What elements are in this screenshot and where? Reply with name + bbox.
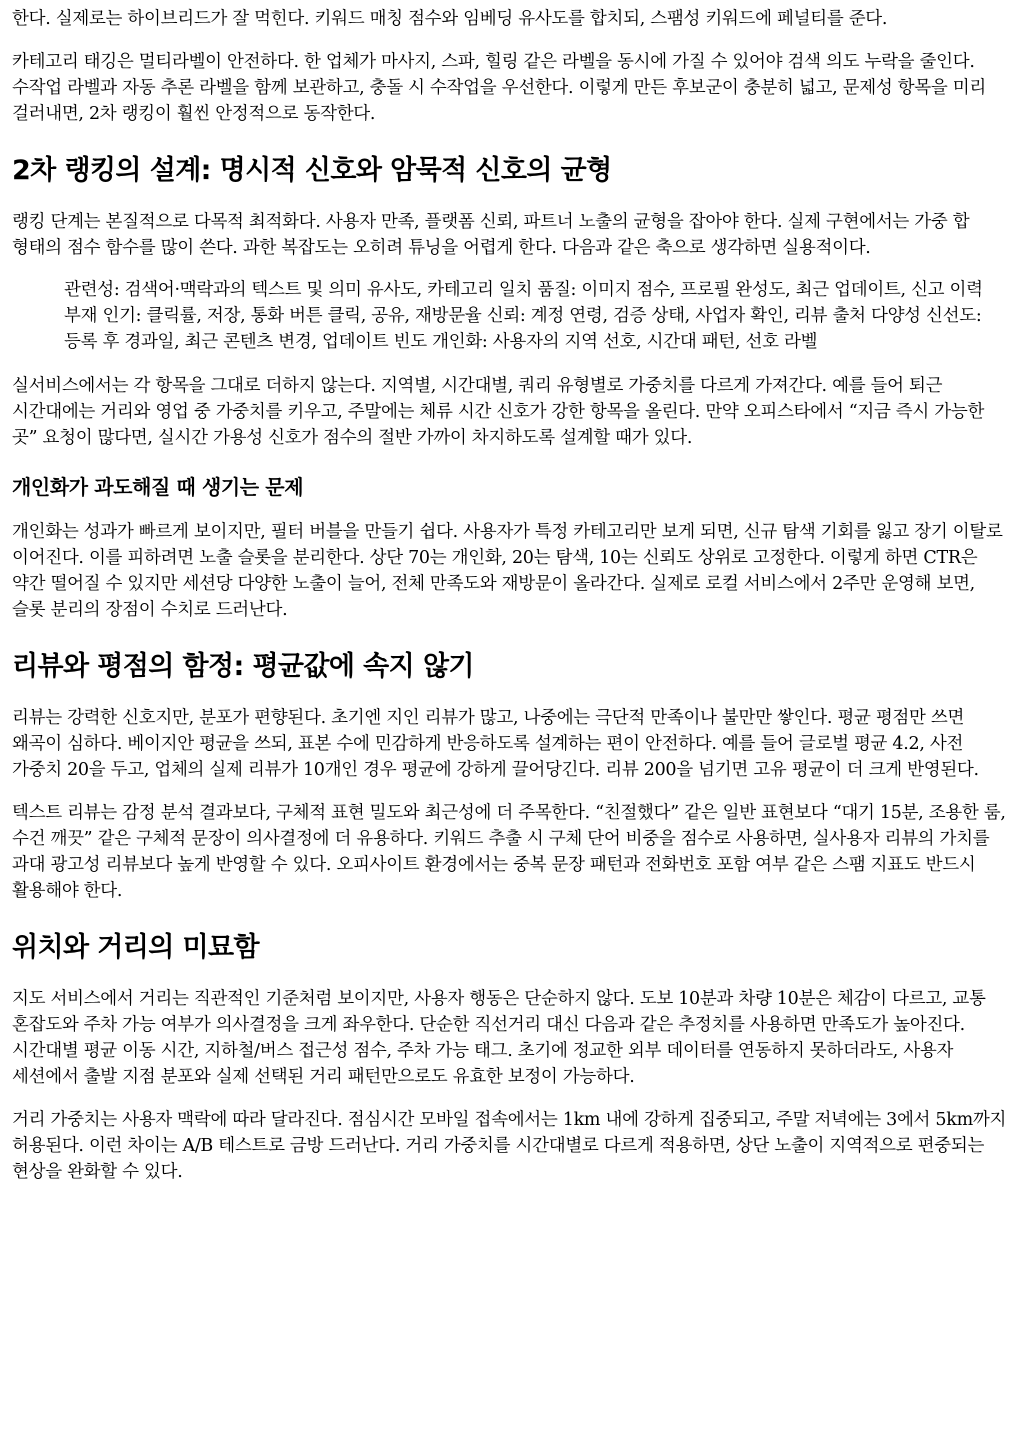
location-paragraph-2: 거리 가중치는 사용자 맥락에 따라 달라진다. 점심시간 모바일 접속에서는 1km 내에 강하게 집중되고, 주말 저녁에는 3에서 5km까지 허용된다. 이런 차이는 A/B 테스트로 금방 드러난다. 거리 가중치를 시간대별로 다르게 적용하면, 상단 노출이 지역적으로 편중되는 현상을 완화할 수 있다. <box>12 1110 1007 1182</box>
personalization-paragraph-1: 개인화는 성과가 빠르게 보이지만, 필터 버블을 만들기 쉽다. 사용자가 특정 카테고리만 보게 되면, 신규 탐색 기회를 잃고 장기 이탈로 이어진다. 이를 피하려면 노출 슬롯을 분리한다. 상단 70는 개인화, 20는 탐색, 10는 신뢰도 상위로 고정한다. 이렇게 하면 CTR은 약간 떨어질 수 있지만 세션당 다양한 노출이 늘어, 전체 만족도와 재방문이 올라간다. 실제로 로컬 서비스에서 2주만 운영해 보면, 슬롯 분리의 장점이 수치로 드러난다. <box>12 522 1003 620</box>
heading-location: 위치와 거리의 미묘함 <box>12 932 259 963</box>
intro-paragraph-1: 한다. 실제로는 하이브리드가 잘 먹힌다. 키워드 매칭 점수와 임베딩 유사도를 합치되, 스팸성 키워드에 페널티를 준다. <box>12 9 888 29</box>
heading-ranking-design: 2차 랭킹의 설계: 명시적 신호와 암묵적 신호의 균형 <box>12 155 612 186</box>
ranking-paragraph-2: 실서비스에서는 각 항목을 그대로 더하지 않는다. 지역별, 시간대별, 쿼리 유형별로 가중치를 다르게 가져간다. 예를 들어 퇴근 시간대에는 거리와 영업 중 가중치를 키우고, 주말에는 체류 시간 신호가 강한 항목을 올린다. 만약 오피스타에서 “지금 즉시 가능한 곳” 요청이 많다면, 실시간 가용성 신호가 점수의 절반 가까이 차지하도록 설계할 때가 있다. <box>12 376 985 448</box>
heading-reviews: 리뷰와 평점의 함정: 평균값에 속지 않기 <box>12 651 474 682</box>
reviews-paragraph-1: 리뷰는 강력한 신호지만, 분포가 편향된다. 초기엔 지인 리뷰가 많고, 나중에는 극단적 만족이나 불만만 쌓인다. 평균 평점만 쓰면 왜곡이 심하다. 베이지안 평균을 쓰되, 표본 수에 민감하게 반응하도록 설계하는 편이 안전하다. 예를 들어 글로벌 평균 4.2, 사전 가중치 20을 두고, 업체의 실제 리뷰가 10개인 경우 평균에 강하게 끌어당긴다. 리뷰 200을 넘기면 고유 평균이 더 크게 반영된다. <box>12 708 979 780</box>
ranking-signal-list: 관련성: 검색어·맥락과의 텍스트 및 의미 유사도, 카테고리 일치 품질: 이미지 점수, 프로필 완성도, 최근 업데이트, 신고 이력 부재 인기: 클릭률, 저장, 통화 버튼 클릭, 공유, 재방문율 신뢰: 계정 연령, 검증 상태, 사업자 확인, 리뷰 출처 다양성 신선도: 등록 후 경과일, 최근 콘텐츠 변경, 업데이트 빈도 개인화: 사용자의 지역 선호, 시간대 패턴, 선호 라벨 <box>64 280 983 352</box>
ranking-paragraph-1: 랭킹 단계는 본질적으로 다목적 최적화다. 사용자 만족, 플랫폼 신뢰, 파트너 노출의 균형을 잡아야 한다. 실제 구현에서는 가중 합 형태의 점수 함수를 많이 쓴다. 과한 복잡도는 오히려 튜닝을 어렵게 한다. 다음과 같은 축으로 생각하면 실용적이다. <box>12 212 970 258</box>
location-paragraph-1: 지도 서비스에서 거리는 직관적인 기준처럼 보이지만, 사용자 행동은 단순하지 않다. 도보 10분과 차량 10분은 체감이 다르고, 교통 혼잡도와 주차 가능 여부가 의사결정을 크게 좌우한다. 단순한 직선거리 대신 다음과 같은 추정치를 사용하면 만족도가 높아진다. 시간대별 평균 이동 시간, 지하철/버스 접근성 점수, 주차 가능 태그. 초기에 정교한 외부 데이터를 연동하지 못하더라도, 사용자 세션에서 출발 지점 분포와 실제 선택된 거리 패턴만으로도 유효한 보정이 가능하다. <box>12 989 986 1087</box>
heading-personalization: 개인화가 과도해질 때 생기는 문제 <box>12 475 304 499</box>
ranking-signal-quote <box>64 277 1008 355</box>
reviews-paragraph-2: 텍스트 리뷰는 감정 분석 결과보다, 구체적 표현 밀도와 최근성에 더 주목한다. “친절했다” 같은 일반 표현보다 “대기 15분, 조용한 룸, 수건 깨끗” 같은 구체적 문장이 의사결정에 더 유용하다. 키워드 추출 시 구체 단어 비중을 점수로 사용하면, 실사용자 리뷰의 가치를 과대 광고성 리뷰보다 높게 반영할 수 있다. 오피사이트 환경에서는 중복 문장 패턴과 전화번호 포함 여부 같은 스팸 지표도 반드시 활용해야 한다. <box>12 803 1006 901</box>
intro-paragraph-2: 카테고리 태깅은 멀티라벨이 안전하다. 한 업체가 마사지, 스파, 힐링 같은 라벨을 동시에 가질 수 있어야 검색 의도 누락을 줄인다. 수작업 라벨과 자동 추론 라벨을 함께 보관하고, 충돌 시 수작업을 우선한다. 이렇게 만든 후보군이 충분히 넓고, 문제성 항목을 미리 걸러내면, 2차 랭킹이 훨씬 안정적으로 동작한다. <box>12 52 986 124</box>
